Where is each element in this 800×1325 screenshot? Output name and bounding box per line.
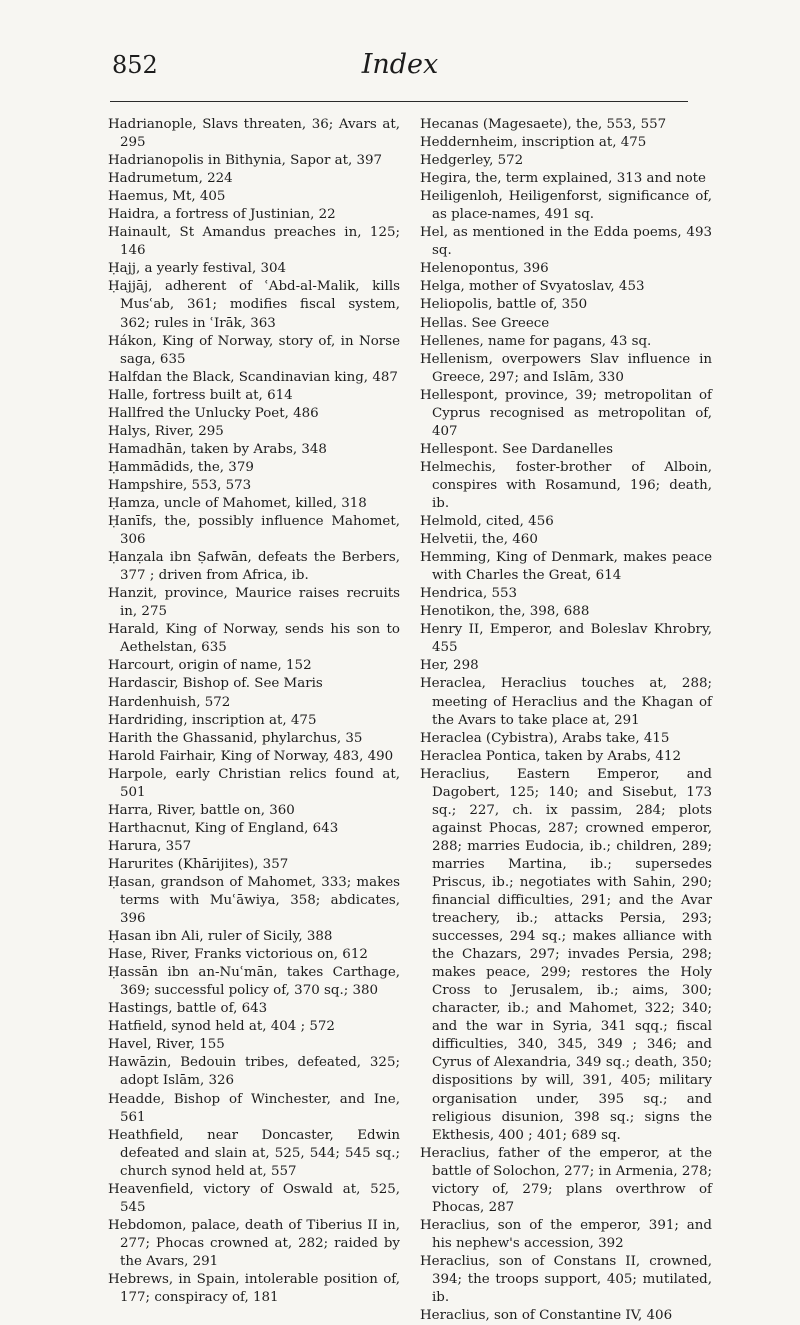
index-entry: Ḥammādids, the, 379 <box>108 459 254 475</box>
index-entry: Heddernheim, inscription at, 475 <box>420 135 647 151</box>
index-entry: Heavenfield, victory of Oswald at, 525, 545 <box>108 1181 400 1215</box>
index-entry: Harald, King of Norway, sends his son to Aethelstan, 635 <box>108 622 400 656</box>
index-entry: Helmechis, foster-brother of Alboin, conspires with Rosamund, 196; death, ib. <box>420 459 712 511</box>
index-entry: Harthacnut, King of England, 643 <box>108 820 339 836</box>
index-entry: Helmold, cited, 456 <box>420 514 554 530</box>
index-entry: Heraclius, Eastern Emperor, and Dagobert, 125; 140; and Sisebut, 173 sq.; 227, ch. ix passim, 284; plots against Phocas, 287; crowned emperor, 288; marries Eudocia, ib.; children, 289; marries Martina, ib.; supersedes Priscus, ib.; negotiates with Sahin, 290; financial difficulties, 291; and the Avar treachery, ib.; attacks Persia, 293; successes, 294 sq.; makes alliance with the Chazars, 297; invades Persia, 298; makes peace, 299; restores the Holy Cross to Jerusalem, ib.; aims, 300; character, ib.; and Mahomet, 322; 340; and the war in Syria, 341 sqq.; fiscal difficulties, 340, 345, 349 ; 346; and Cyrus of Alexandria, 349 sq.; death, 350; dispositions by will, 391, 405; military organisation under, 395 sq.; and religious disunion, 398 sq.; signs the Ekthesis, 400 ; 401; 689 sq. <box>420 766 712 1143</box>
index-entry: Harith the Ghassanid, phylarchus, 35 <box>108 730 363 746</box>
index-entry: Hellenism, overpowers Slav influence in Greece, 297; and Islām, 330 <box>420 351 712 385</box>
index-entry: Hardascir, Bishop of. See Maris <box>108 676 323 692</box>
index-entry: Hendrica, 553 <box>420 586 518 602</box>
index-entry: Haemus, Mt, 405 <box>108 189 226 205</box>
index-entry: Ḥassān ibn an-Nuʿmān, takes Carthage, 369; successful policy of, 370 sq.; 380 <box>108 965 400 999</box>
index-entry: Ḥanīfs, the, possibly influence Mahomet, 306 <box>108 514 400 548</box>
index-entry: Hebrews, in Spain, intolerable position of, 177; conspiracy of, 181 <box>108 1272 400 1306</box>
index-entry: Heraclea, Heraclius touches at, 288; meeting of Heraclius and the Khagan of the Avars to take place at, 291 <box>420 676 712 728</box>
index-entry: Hanzit, province, Maurice raises recruits in, 275 <box>108 586 400 620</box>
index-entry: Hadrianopolis in Bithynia, Sapor at, 397 <box>108 153 383 169</box>
index-entry: Harurites (Khārijites), 357 <box>108 856 289 872</box>
index-entry: Hel, as mentioned in the Edda poems, 493 sq. <box>420 225 712 259</box>
index-entry: Heraclius, son of the emperor, 391; and his nephew's accession, 392 <box>420 1217 712 1251</box>
index-entry: Hamadhān, taken by Arabs, 348 <box>108 441 327 457</box>
index-entry: Ḥajjāj, adherent of ʿAbd-al-Malik, kills Musʿab, 361; modifies fiscal system, 362; rules in ʿIrāk, 363 <box>108 279 400 331</box>
index-entry: Hase, River, Franks victorious on, 612 <box>108 947 368 963</box>
index-entry: Hákon, King of Norway, story of, in Norse saga, 635 <box>108 333 400 367</box>
index-entry: Ḥajj, a yearly festival, 304 <box>108 261 287 277</box>
index-entry: Heraclius, son of Constantine IV, 406 <box>420 1308 673 1324</box>
index-entry: Heraclea (Cybistra), Arabs take, 415 <box>420 730 670 746</box>
index-entry: Hedgerley, 572 <box>420 153 524 169</box>
index-entry: Harura, 357 <box>108 838 192 854</box>
index-entry: Her, 298 <box>420 658 479 674</box>
index-entry: Heiligenloh, Heiligenforst, significance of, as place-names, 491 sq. <box>420 189 712 223</box>
index-entry: Haidra, a fortress of Justinian, 22 <box>108 207 336 223</box>
index-entry: Hainault, St Amandus preaches in, 125; 146 <box>108 225 400 259</box>
index-entry: Heraclius, son of Constans II, crowned, 394; the troops support, 405; mutilated, ib. <box>420 1253 712 1306</box>
index-entry: Hemming, King of Denmark, makes peace with Charles the Great, 614 <box>420 550 712 584</box>
index-entry: Heliopolis, battle of, 350 <box>420 297 588 313</box>
index-entry: Helvetii, the, 460 <box>420 532 538 548</box>
index-entry: Henry II, Emperor, and Boleslav Khrobry, 455 <box>420 622 712 656</box>
running-title: Index <box>361 49 439 80</box>
index-entry: Heraclius, father of the emperor, at the battle of Solochon, 277; in Armenia, 278; victory of, 279; plans overthrow of Phocas, 287 <box>420 1145 712 1215</box>
index-entry: Ḥasan ibn Ali, ruler of Sicily, 388 <box>108 929 333 945</box>
index-entry: Hallfred the Unlucky Poet, 486 <box>108 405 319 421</box>
index-entry: Hadrumetum, 224 <box>108 171 233 187</box>
index-entry: Halfdan the Black, Scandinavian king, 487 <box>108 369 398 385</box>
index-entry: Halle, fortress built at, 614 <box>108 387 293 403</box>
index-entry: Ḥamza, uncle of Mahomet, killed, 318 <box>108 495 367 511</box>
index-entry: Hastings, battle of, 643 <box>108 1001 268 1017</box>
index-entry: Hegira, the, term explained, 313 and note <box>420 171 706 187</box>
page-number: 852 <box>112 51 158 79</box>
index-entry: Henotikon, the, 398, 688 <box>420 604 590 620</box>
index-entry: Hebdomon, palace, death of Tiberius II in, 277; Phocas crowned at, 282; raided by the Avars, 291 <box>108 1217 400 1269</box>
index-entry: Harcourt, origin of name, 152 <box>108 658 312 674</box>
index-column-right <box>420 116 712 1325</box>
index-entry: Harold Fairhair, King of Norway, 483, 490 <box>108 748 394 764</box>
index-entry: Hardenhuish, 572 <box>108 694 231 710</box>
page-header <box>0 50 800 90</box>
index-entry: Heraclea Pontica, taken by Arabs, 412 <box>420 748 681 764</box>
index-entry: Harra, River, battle on, 360 <box>108 802 295 818</box>
index-entry: Hellespont, province, 39; metropolitan of Cyprus recognised as metropolitan of, 407 <box>420 387 712 439</box>
index-entry: Hawāzin, Bedouin tribes, defeated, 325; adopt Islām, 326 <box>108 1055 400 1089</box>
index-entry: Hellas. See Greece <box>420 315 550 331</box>
index-entry: Hatfield, synod held at, 404 ; 572 <box>108 1019 335 1035</box>
index-entry: Helenopontus, 396 <box>420 261 549 277</box>
index-entry: Havel, River, 155 <box>108 1037 225 1053</box>
index-entry: Hecanas (Magesaete), the, 553, 557 <box>420 117 667 132</box>
header-rule <box>110 101 688 102</box>
index-entry: Hadrianople, Slavs threaten, 36; Avars at, 295 <box>108 117 400 151</box>
index-column-left <box>108 116 400 1307</box>
index-entry: Hardriding, inscription at, 475 <box>108 712 317 728</box>
index-entry: Halys, River, 295 <box>108 423 224 439</box>
index-entry: Headde, Bishop of Winchester, and Ine, 561 <box>108 1091 400 1125</box>
index-entry: Heathfield, near Doncaster, Edwin defeated and slain at, 525, 544; 545 sq.; church synod held at, 557 <box>108 1127 400 1179</box>
index-entry: Helga, mother of Svyatoslav, 453 <box>420 279 645 295</box>
index-entry: Harpole, early Christian relics found at, 501 <box>108 766 400 800</box>
index-entry: Hellespont. See Dardanelles <box>420 441 613 457</box>
index-entry: Hampshire, 553, 573 <box>108 477 252 493</box>
index-entry: Ḥanẓala ibn Ṣafwān, defeats the Berbers, 377 ; driven from Africa, ib. <box>108 550 400 584</box>
index-entry: Ḥasan, grandson of Mahomet, 333; makes terms with Muʿāwiya, 358; abdicates, 396 <box>108 874 400 927</box>
index-entry: Hellenes, name for pagans, 43 sq. <box>420 333 652 349</box>
